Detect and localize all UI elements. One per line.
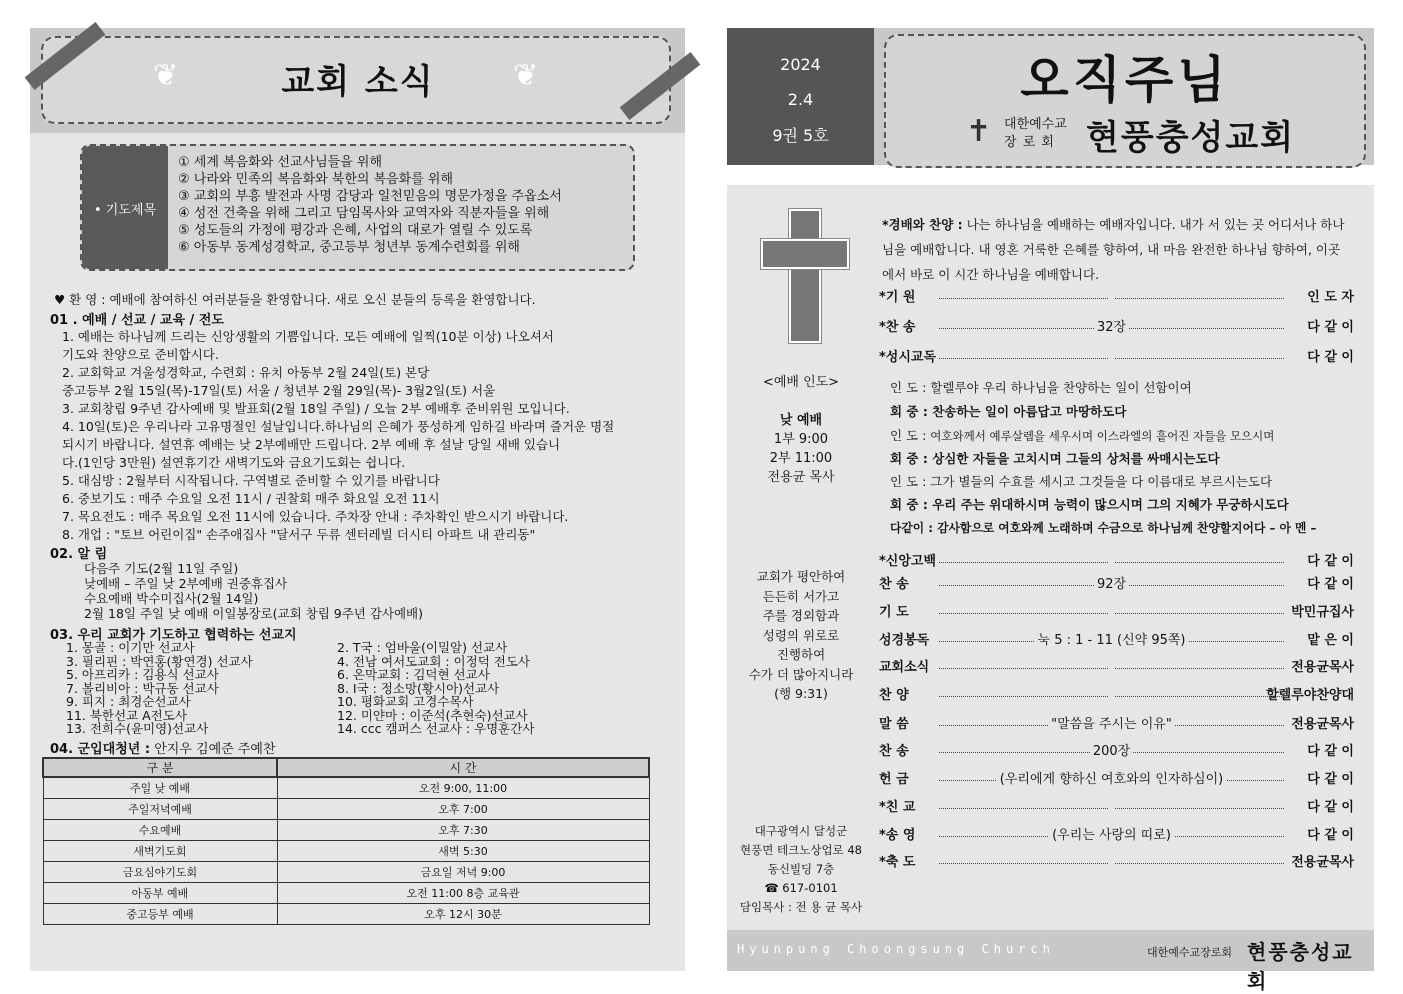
section-2-title: 02. 알 림 xyxy=(50,547,108,562)
order-row xyxy=(879,631,1354,651)
issue-volume: 9권 5호 xyxy=(772,126,829,145)
responsive-line xyxy=(890,377,1192,399)
order-row xyxy=(879,603,1354,623)
table-row xyxy=(43,799,649,820)
section-3-title: 03. 우리 교회가 기도하고 협력하는 선교지 xyxy=(50,628,297,643)
mission-item: 7. 볼리비아 : 박규동 선교사 xyxy=(66,680,219,696)
responsive-text: 찬송하는 일이 아름답고 마땅하도다 xyxy=(932,404,1127,419)
verse-line: 교회가 평안하여 xyxy=(756,569,846,584)
address-line: 동신빌딩 7층 xyxy=(767,862,835,876)
left-header-frame xyxy=(41,36,671,124)
mission-item: 9. 피지 : 최경순선교사 xyxy=(66,694,191,709)
order-label: 헌 금 xyxy=(879,772,909,787)
mission-item: 13. 전희수(윤미영)선교사 xyxy=(66,721,209,736)
verse-line: 수가 더 많아지니라 xyxy=(748,666,854,682)
order-content: 200장 xyxy=(1090,744,1133,759)
order-leader: 다 같 이 xyxy=(1307,800,1354,815)
sprig-right-icon: ❦ xyxy=(513,58,539,93)
table-header-row xyxy=(43,758,649,777)
cross-icon xyxy=(761,209,845,339)
call-to-worship xyxy=(882,212,1352,287)
order-content xyxy=(1109,605,1115,620)
table-row xyxy=(43,777,649,799)
footer-denomination: 대한예수교장로회 xyxy=(1147,946,1233,959)
address-line: 대구광역시 달성군 xyxy=(754,824,848,838)
responsive-text: 우리 주는 위대하시며 능력이 많으시며 그의 지혜가 무궁하시도다 xyxy=(932,497,1289,512)
denomination xyxy=(1004,116,1067,152)
order-label: *축 도 xyxy=(879,855,916,870)
table-row xyxy=(43,883,649,904)
order-leader: 다 같 이 xyxy=(1307,350,1354,365)
order-label: *기 원 xyxy=(879,290,916,305)
service-time: 1부 9:00 xyxy=(773,432,829,447)
section-1-list xyxy=(62,328,614,544)
order-content: "말씀을 주시는 이유" xyxy=(1048,717,1175,732)
table-row xyxy=(43,820,649,841)
order-row xyxy=(879,552,1354,572)
order-row xyxy=(879,318,1354,338)
verse-line: 든든히 서가고 xyxy=(762,588,840,604)
order-label: 찬 송 xyxy=(879,577,909,592)
verse-line: (행 9:31) xyxy=(774,686,828,701)
table-cell: 새벽기도회 xyxy=(43,841,277,862)
order-content xyxy=(1109,290,1115,305)
notice-line: 다음주 기도(2월 11일 주일) xyxy=(84,561,239,576)
prayer-item: ② 나라와 민족의 복음화와 북한의 복음화를 위해 xyxy=(178,172,454,187)
mission-item: 8. I국 : 정소망(황시아)선교사 xyxy=(337,680,500,696)
prayer-item: ① 세계 복음화와 선교사님들을 위해 xyxy=(178,155,382,170)
section-4-value: 안지우 김예준 주예찬 xyxy=(154,742,276,757)
order-row xyxy=(879,715,1354,735)
responsive-speaker: 회 중 : xyxy=(890,404,928,419)
order-leader: 다 같 이 xyxy=(1307,320,1354,335)
order-label: 말 씀 xyxy=(879,717,909,732)
order-row xyxy=(879,826,1354,846)
prayer-item: ③ 교회의 부흥 발전과 사명 감당과 일천믿음의 명문가정을 주옵소서 xyxy=(178,189,562,204)
order-content xyxy=(1109,800,1115,815)
footer-church-name: 현풍충성교회 xyxy=(1247,940,1354,993)
order-leader: 다 같 이 xyxy=(1307,577,1354,592)
denomination-line: 대한예수교 xyxy=(1004,117,1067,132)
table-header: 시 간 xyxy=(277,758,649,777)
order-content xyxy=(1109,660,1115,675)
table-header: 구 분 xyxy=(43,758,277,777)
prayer-topics-label: • 기도제목 xyxy=(82,146,168,271)
mission-item: 14. ccc 캠퍼스 선교사 : 우명훈간사 xyxy=(337,721,535,736)
order-label: 찬 송 xyxy=(879,744,909,759)
section-4-title: 04. 군입대청년 : xyxy=(50,742,151,757)
page-title: 교회 소식 xyxy=(281,62,435,102)
address-line: 현풍면 테크노상업로 48 xyxy=(740,843,862,857)
order-content: (우리에게 향하신 여호와의 인자하심이) xyxy=(997,772,1226,787)
denomination-line: 장 로 회 xyxy=(1004,135,1055,150)
table-cell: 오후 12시 30분 xyxy=(277,904,649,925)
order-leader: 맡 은 이 xyxy=(1307,633,1354,648)
table-cell: 오전 11:00 8층 교육관 xyxy=(277,883,649,904)
order-leader: 할렐루야찬양대 xyxy=(1266,688,1354,703)
call-label: *경배와 찬양 : xyxy=(882,217,963,232)
order-row xyxy=(879,348,1354,368)
table-row xyxy=(43,904,649,925)
order-label: 성경봉독 xyxy=(879,633,930,648)
worship-order-panel xyxy=(727,185,1374,971)
verse-line: 진행하여 xyxy=(776,647,826,662)
table-cell: 새벽 5:30 xyxy=(277,841,649,862)
order-label: *친 교 xyxy=(879,800,916,815)
prayer-item: ④ 성전 건축을 위해 그리고 담임목사와 교역자와 직분자들을 위해 xyxy=(178,206,550,221)
mission-item: 12. 미얀마 : 이준석(추현숙)선교사 xyxy=(337,707,528,723)
responsive-line xyxy=(890,517,1316,539)
order-label: *신앙고백 xyxy=(879,554,937,569)
news-line: 기도와 찬양으로 준비합시다. xyxy=(62,347,219,362)
table-cell: 아동부 예배 xyxy=(43,883,277,904)
responsive-line xyxy=(890,448,1220,470)
news-line: 5. 대심방 : 2월부터 시작됩니다. 구역별로 준비할 수 있기를 바랍니다 xyxy=(62,473,440,488)
table-cell: 금요심야기도회 xyxy=(43,862,277,883)
left-page xyxy=(30,28,685,971)
mission-item: 11. 북한선교 A전도사 xyxy=(66,707,187,723)
bulletin-title: 오직주님 xyxy=(1020,51,1230,109)
mission-item: 5. 아프리카 : 김용식 선교사 xyxy=(66,667,219,682)
news-line: 7. 목요전도 : 매주 목요일 오전 11시에 있습니다. 주차장 안내 : 주차확인 받으시기 바랍니다. xyxy=(62,509,569,524)
news-line: 2. 교회학교 겨울성경학교, 수련회 : 유치 아동부 2월 24일(토) 본당 xyxy=(62,365,430,380)
responsive-line xyxy=(890,494,1289,516)
order-content: 32장 xyxy=(1094,320,1129,335)
scripture-verse xyxy=(727,567,875,704)
order-row xyxy=(879,798,1354,818)
call-text: 나는 하나님을 예배하는 예배자입니다. 내가 서 있는 곳 어디서나 하나님을 예배합니다. 내 영혼 거룩한 은혜를 향하여, 내 마음 완전한 하나님 향하여, 이곳에서 바로 이 시간 하나님을 예배합니다. xyxy=(882,217,1345,282)
responsive-speaker: 인 도 : xyxy=(890,428,927,443)
order-row xyxy=(879,288,1354,308)
left-header xyxy=(30,28,685,133)
order-content: (우리는 사랑의 띠로) xyxy=(1049,828,1174,843)
footer-english-name: Hyunpung Choongsung Church xyxy=(737,942,1055,956)
issue-date: 2.4 xyxy=(787,90,814,109)
responsive-text: 할렐루야 우리 하나님을 찬양하는 일이 선함이여 xyxy=(930,380,1192,395)
responsive-text: 그가 별들의 수효를 세시고 그것들을 다 이름대로 부르시는도다 xyxy=(930,474,1273,489)
notice-line: 2월 18일 주일 낮 예배 이일봉장로(교회 창립 9주년 감사예배) xyxy=(84,606,424,621)
order-row xyxy=(879,575,1354,595)
responsive-line xyxy=(890,471,1272,493)
table-row xyxy=(43,841,649,862)
responsive-line xyxy=(890,401,1126,423)
church-name: 현풍충성교회 xyxy=(1086,118,1296,158)
order-leader: 다 같 이 xyxy=(1307,772,1354,787)
responsive-text: 여호와께서 예루살렘을 세우시며 이스라엘의 흩어진 자들을 모으시며 xyxy=(930,429,1275,443)
order-label: 기 도 xyxy=(879,605,909,620)
worship-leaders xyxy=(727,373,875,487)
masthead xyxy=(874,28,1374,165)
responsive-line xyxy=(890,425,1274,447)
table-cell: 오전 9:00, 11:00 xyxy=(277,777,649,799)
table-cell: 오후 7:00 xyxy=(277,799,649,820)
welcome-text: ♥ 환 영 : 예배에 참여하신 여러분들을 환영합니다. 새로 오신 분들의 등록을 환영합니다. xyxy=(54,292,536,307)
table-cell: 주일 낮 예배 xyxy=(43,777,277,799)
table-cell: 금요일 저녁 9:00 xyxy=(277,862,649,883)
order-leader: 전용균목사 xyxy=(1291,855,1354,870)
news-line: 1. 예배는 하나님께 드리는 신앙생활의 기쁨입니다. 모든 예배에 일찍(10분 이상) 나오셔서 xyxy=(62,329,554,344)
order-content xyxy=(1109,688,1115,703)
prayer-topics-list xyxy=(178,154,628,256)
prayer-item: ⑥ 아동부 동계성경학교, 중고등부 청년부 동계수련회를 위해 xyxy=(178,240,520,255)
mission-item: 1. 몽골 : 이기만 선교사 xyxy=(66,640,195,655)
order-leader: 인 도 자 xyxy=(1307,290,1354,305)
mission-item: 4. 전남 여서도교회 : 이정덕 전도사 xyxy=(337,653,530,669)
schedule-table xyxy=(42,757,650,925)
news-line: 8. 개업 : "토브 어린이집" 손주애집사 "달서구 두류 센터레빌 더시티 아파트 내 관리동" xyxy=(62,527,536,542)
news-line: 4. 10일(토)은 우리나라 고유명절인 설날입니다.하나님의 은혜가 풍성하게 임하길 바라며 즐거운 명절 xyxy=(62,419,615,434)
notice-line: 낮예배 – 주일 낮 2부예배 권중휴집사 xyxy=(84,576,288,591)
prayer-topics-box xyxy=(80,144,635,271)
footer-bar xyxy=(727,930,1374,993)
order-leader: 전용균목사 xyxy=(1291,660,1354,675)
masthead-frame xyxy=(884,34,1366,168)
table-row xyxy=(43,862,649,883)
table-cell: 주일저녁예배 xyxy=(43,799,277,820)
order-content xyxy=(1109,350,1115,365)
issue-year: 2024 xyxy=(780,55,821,74)
order-label: 찬 양 xyxy=(879,688,909,703)
section-1-title: 01 . 예배 / 선교 / 교육 / 전도 xyxy=(50,313,224,328)
responsive-speaker: 회 중 : xyxy=(890,497,928,512)
responsive-text: 상심한 자들을 고치시며 그들의 상처를 싸매시는도다 xyxy=(932,451,1220,466)
noon-worship-label: 낮 예배 xyxy=(779,413,823,428)
prayer-item: ⑤ 성도들의 가정에 평강과 은혜, 사업의 대로가 열릴 수 있도록 xyxy=(178,223,533,238)
order-content: 92장 xyxy=(1094,577,1129,592)
order-leader: 다 같 이 xyxy=(1307,554,1354,569)
table-cell: 오후 7:30 xyxy=(277,820,649,841)
order-content xyxy=(1109,554,1115,569)
order-row xyxy=(879,853,1354,873)
pastor-name: 전용균 목사 xyxy=(767,470,835,485)
order-row xyxy=(879,686,1354,706)
order-content xyxy=(1109,855,1115,870)
order-leader: 전용균목사 xyxy=(1291,717,1354,732)
responsive-speaker: 다같이 : xyxy=(890,521,934,535)
sprig-left-icon: ❦ xyxy=(153,58,179,93)
verse-line: 성령의 위로로 xyxy=(762,627,840,643)
service-time: 2부 11:00 xyxy=(769,451,833,466)
section-4 xyxy=(50,738,276,757)
mission-item: 2. T국 : 엄바울(이밀알) 선교사 xyxy=(337,640,508,655)
issue-info-panel xyxy=(727,28,874,165)
order-label: *찬 송 xyxy=(879,320,916,335)
news-line: 3. 교회창립 9주년 감사예배 및 발표회(2월 18일 주일) / 오늘 2부 예배후 준비위원 모입니다. xyxy=(62,401,570,416)
mission-item: 10. 평화교회 고경수목사 xyxy=(337,694,474,709)
order-leader: 다 같 이 xyxy=(1307,828,1354,843)
address-line: ☎ 617-0101 xyxy=(764,881,838,895)
verse-line: 주를 경외함과 xyxy=(762,608,840,623)
address-line: 담임목사 : 전 용 균 목사 xyxy=(739,900,863,914)
order-label: *성시교독 xyxy=(879,350,937,365)
mission-item: 6. 온막교회 : 김덕현 선교사 xyxy=(337,667,490,682)
news-line: 다.(1인당 3만원) 설연휴기간 새벽기도와 금요기도회는 쉽니다. xyxy=(62,455,406,470)
section-2-list xyxy=(84,561,423,621)
mission-item: 3. 필리핀 : 박연홍(황연경) 선교사 xyxy=(66,653,253,669)
responsive-speaker: 회 중 : xyxy=(890,451,928,466)
worship-lead-title: <예배 인도> xyxy=(762,375,840,390)
church-logo-icon: ✝ xyxy=(966,114,992,149)
responsive-speaker: 인 도 : xyxy=(890,380,927,395)
church-address xyxy=(727,822,875,917)
notice-line: 수요예배 박수미집사(2월 14일) xyxy=(84,591,259,606)
news-line: 중고등부 2월 15일(목)-17일(토) 서울 / 청년부 2월 29일(목)- 3월2일(토) 서울 xyxy=(62,383,496,398)
order-row xyxy=(879,658,1354,678)
responsive-speaker: 인 도 : xyxy=(890,474,927,489)
responsive-text: 감사함으로 여호와께 노래하며 수금으로 하나님께 찬양할지어다 – 아 멘 – xyxy=(937,521,1317,535)
missions-right-column xyxy=(337,641,534,736)
order-leader: 다 같 이 xyxy=(1307,744,1354,759)
order-leader: 박민규집사 xyxy=(1291,605,1354,620)
order-row xyxy=(879,742,1354,762)
order-row xyxy=(879,770,1354,790)
news-line: 되시기 바랍니다. 설연휴 예배는 낮 2부예배만 드립니다. 2부 예배 후 설날 당일 새배 있습니 xyxy=(62,437,561,452)
news-line: 6. 중보기도 : 매주 수요일 오전 11시 / 권찰회 매주 화요일 오전 11시 xyxy=(62,491,440,506)
table-cell: 수요예배 xyxy=(43,820,277,841)
order-content: 눅 5 : 1 - 11 (신약 95쪽) xyxy=(1035,633,1189,648)
missions-left-column xyxy=(66,641,253,736)
order-label: *송 영 xyxy=(879,828,916,843)
order-label: 교회소식 xyxy=(879,660,930,675)
table-cell: 중고등부 예배 xyxy=(43,904,277,925)
